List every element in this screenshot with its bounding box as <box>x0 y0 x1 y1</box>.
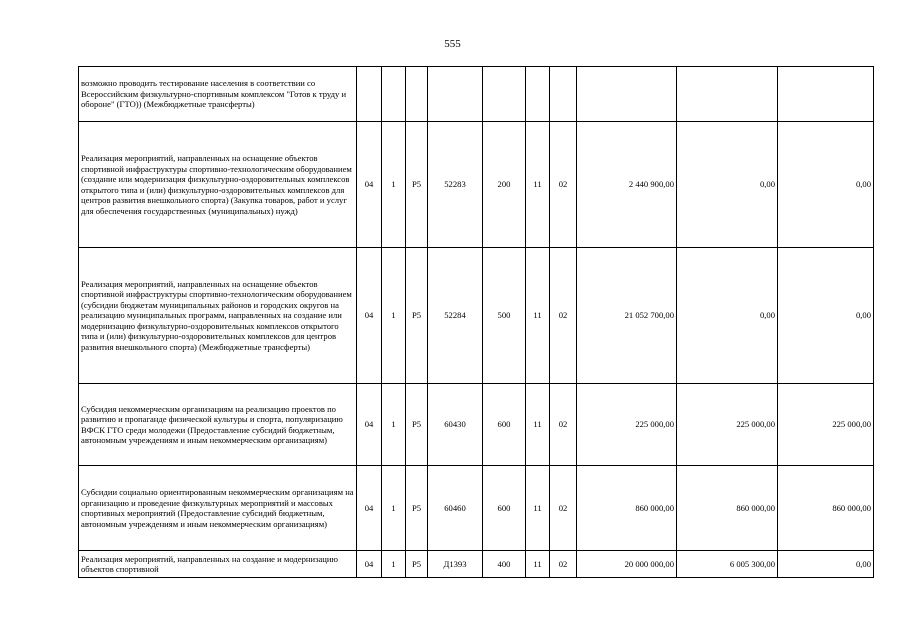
subprogram-code: 1 <box>382 122 406 248</box>
section-code: 04 <box>357 248 382 384</box>
amount-year-3: 860 000,00 <box>778 466 874 551</box>
amount-year-1: 20 000 000,00 <box>577 551 677 578</box>
chapter-code: 11 <box>526 122 550 248</box>
subprogram-code: 1 <box>382 551 406 578</box>
page-number: 555 <box>444 38 461 50</box>
table-row <box>79 248 874 384</box>
expense-type-code: 600 <box>483 466 526 551</box>
target-code: 52283 <box>428 122 483 248</box>
amount-year-3: 0,00 <box>778 122 874 248</box>
chapter-code: 11 <box>526 466 550 551</box>
subprogram-code: 1 <box>382 466 406 551</box>
amount-year-2 <box>677 67 778 122</box>
amount-year-1: 21 052 700,00 <box>577 248 677 384</box>
expense-type-code <box>483 67 526 122</box>
project-code: Р5 <box>406 466 428 551</box>
row-description: Реализация мероприятий, направленных на создание и модернизацию объектов спортивной <box>79 551 357 578</box>
amount-year-1: 225 000,00 <box>577 384 677 466</box>
row-description: Субсидии социально ориентированным некоммерческим организациям на организацию и проведение физкультурных мероприятий и массовых спортивных мероприятий (Предоставление субсидий бюджетным, автономным учреждениям и иным некоммерческим организациям) <box>79 466 357 551</box>
table-row <box>79 67 874 122</box>
amount-year-2: 0,00 <box>677 122 778 248</box>
amount-year-1: 860 000,00 <box>577 466 677 551</box>
target-code: Д1393 <box>428 551 483 578</box>
row-description: возможно проводить тестирование населения в соответствии со Всероссийским физкультурно-спортивным комплексом "Готов к труду и обороне" (ГТО)) (Межбюджетные трансферты) <box>79 67 357 122</box>
amount-year-2: 6 005 300,00 <box>677 551 778 578</box>
target-code <box>428 67 483 122</box>
table-row <box>79 122 874 248</box>
amount-year-3 <box>778 67 874 122</box>
chapter-code <box>526 67 550 122</box>
chapter-code: 11 <box>526 551 550 578</box>
project-code <box>406 67 428 122</box>
table-row <box>79 466 874 551</box>
amount-year-1: 2 440 900,00 <box>577 122 677 248</box>
section-code: 04 <box>357 551 382 578</box>
expense-type-code: 500 <box>483 248 526 384</box>
project-code: Р5 <box>406 384 428 466</box>
subsection-code: 02 <box>550 248 577 384</box>
section-code <box>357 67 382 122</box>
amount-year-3: 0,00 <box>778 248 874 384</box>
subsection-code: 02 <box>550 466 577 551</box>
target-code: 52284 <box>428 248 483 384</box>
amount-year-1 <box>577 67 677 122</box>
project-code: Р5 <box>406 122 428 248</box>
subprogram-code <box>382 67 406 122</box>
amount-year-2: 225 000,00 <box>677 384 778 466</box>
table-row <box>79 384 874 466</box>
budget-table <box>78 66 874 578</box>
project-code: Р5 <box>406 551 428 578</box>
row-description: Субсидия некоммерческим организациям на реализацию проектов по развитию и пропаганде физической культуры и спорта, популяризацию ВФСК ГТО среди молодежи (Предоставление субсидий бюджетным, автономным учреждениям и иным некоммерческим организациям) <box>79 384 357 466</box>
subsection-code: 02 <box>550 122 577 248</box>
subprogram-code: 1 <box>382 384 406 466</box>
section-code: 04 <box>357 384 382 466</box>
amount-year-2: 860 000,00 <box>677 466 778 551</box>
amount-year-3: 225 000,00 <box>778 384 874 466</box>
row-description: Реализация мероприятий, направленных на оснащение объектов спортивной инфраструктуры спортивно-технологическим оборудованием (создание или модернизация физкультурно-оздоровительных комплексов открытого типа и (или) физкультурно-оздоровительных комплексов для центров развития внешкольного спорта) (Закупка товаров, работ и услуг для обеспечения государственных (муниципальных) нужд) <box>79 122 357 248</box>
amount-year-3: 0,00 <box>778 551 874 578</box>
table-row <box>79 551 874 578</box>
project-code: Р5 <box>406 248 428 384</box>
chapter-code: 11 <box>526 384 550 466</box>
section-code: 04 <box>357 466 382 551</box>
chapter-code: 11 <box>526 248 550 384</box>
amount-year-2: 0,00 <box>677 248 778 384</box>
subsection-code <box>550 67 577 122</box>
expense-type-code: 200 <box>483 122 526 248</box>
section-code: 04 <box>357 122 382 248</box>
expense-type-code: 600 <box>483 384 526 466</box>
subprogram-code: 1 <box>382 248 406 384</box>
subsection-code: 02 <box>550 384 577 466</box>
subsection-code: 02 <box>550 551 577 578</box>
expense-type-code: 400 <box>483 551 526 578</box>
target-code: 60430 <box>428 384 483 466</box>
row-description: Реализация мероприятий, направленных на оснащение объектов спортивной инфраструктуры спортивно-технологическим оборудованием (субсидии бюджетам муниципальных районов и городских округов на реализацию муниципальных программ, направленных на создание или модернизацию физкультурно-оздоровительных комплексов открытого типа и (или) физкультурно-оздоровительных комплексов для центров развития внешкольного спорта) (Межбюджетные трансферты) <box>79 248 357 384</box>
target-code: 60460 <box>428 466 483 551</box>
